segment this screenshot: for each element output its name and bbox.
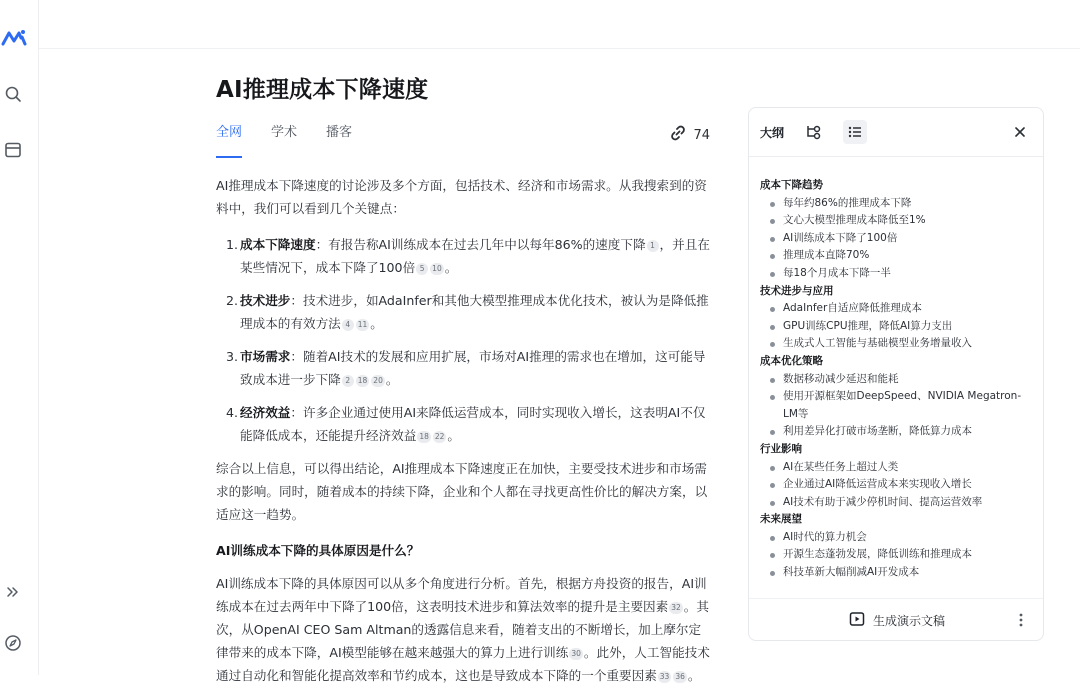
outline-item[interactable]: 推理成本直降70% — [760, 247, 1031, 265]
search-icon[interactable] — [3, 84, 23, 104]
intro-paragraph: AI推理成本下降速度的讨论涉及多个方面，包括技术、经济和市场需求。从我搜索到的资料中，我们可以看到几个关键点： — [216, 178, 707, 216]
key-points — [216, 233, 710, 447]
sources-button[interactable] — [669, 124, 710, 146]
outline-item[interactable]: 企业通过AI降低运营成本来实现收入增长 — [760, 476, 1031, 494]
outline-item[interactable]: AI时代的算力机会 — [760, 529, 1031, 547]
outline-header — [749, 108, 1043, 157]
top-divider — [39, 48, 1080, 49]
outline-item[interactable]: 利用差异化打破市场垄断，降低算力成本 — [760, 423, 1031, 441]
main-content — [216, 70, 710, 700]
outline-section[interactable]: 未来展望 — [760, 513, 802, 526]
outline-item[interactable]: 文心大模型推理成本降低至1% — [760, 212, 1031, 230]
expand-icon[interactable] — [3, 582, 23, 602]
citation-badge[interactable]: 18 — [357, 376, 368, 385]
outline-item[interactable]: 开源生态蓬勃发展，降低训练和推理成本 — [760, 546, 1031, 564]
close-icon[interactable] — [1011, 123, 1029, 141]
followup-question: AI训练成本下降的具体原因是什么？ — [216, 543, 420, 558]
presentation-icon — [849, 611, 865, 630]
page-title: AI推理成本下降速度 — [216, 77, 429, 103]
citation-badge[interactable]: 20 — [373, 376, 383, 385]
generate-slides-button[interactable] — [849, 611, 945, 630]
citation-badge[interactable]: 36 — [675, 672, 685, 681]
summary-paragraph: 综合以上信息，可以得出结论，AI推理成本下降速度正在加快，主要受技术进步和市场需求的影响。同时，随着成本的持续下降，企业和个人都在寻找更高性价比的解决方案，以适应这一趋势。 — [216, 461, 708, 522]
outline-item[interactable]: 数据移动减少延迟和能耗 — [760, 371, 1031, 389]
outline-item[interactable]: 每年约86%的推理成本下降 — [760, 195, 1031, 213]
citation-badge[interactable]: 4 — [342, 319, 354, 331]
citation-badge[interactable]: 5 — [416, 263, 428, 275]
outline-list — [749, 157, 1043, 582]
outline-section[interactable]: 技术进步与应用 — [760, 284, 834, 297]
tab-web[interactable]: 全网 — [216, 124, 242, 158]
outline-item[interactable]: 科技革新大幅削减AI开发成本 — [760, 564, 1031, 582]
citation-badge[interactable]: 1 — [647, 240, 659, 252]
citation-badge[interactable]: 32 — [671, 603, 681, 612]
citation-badge[interactable]: 11 — [357, 320, 368, 329]
answer-body — [216, 174, 710, 687]
outline-label: 大纲 — [760, 126, 785, 140]
citation-badge[interactable]: 2 — [342, 375, 354, 387]
list-item: 3. 市场需求：随着AI技术的发展和应用扩展，市场对AI推理的需求也在增加，这可能导致成本进一步下降 2 18 20 。 — [226, 349, 706, 387]
outline-item[interactable]: GPU训练CPU推理，降低AI算力支出 — [760, 318, 1031, 336]
outline-item[interactable]: 生成式人工智能与基础模型业务增量收入 — [760, 335, 1031, 353]
list-item: 1. 成本下降速度：有报告称AI训练成本在过去几年中以每年86%的速度下降 1 ，并且在某些情况下，成本下降了100倍 5 10 。 — [226, 237, 710, 275]
citation-badge[interactable]: 33 — [659, 672, 670, 681]
citation-badge[interactable]: 30 — [571, 649, 581, 658]
outline-item[interactable]: AI技术有助于减少停机时间、提高运营效率 — [760, 494, 1031, 512]
citation-badge[interactable]: 22 — [434, 432, 445, 441]
compass-icon[interactable] — [3, 633, 23, 653]
outline-footer — [749, 598, 1043, 640]
citation-badge[interactable]: 10 — [432, 264, 442, 273]
list-view-icon[interactable] — [843, 120, 867, 144]
source-count: 74 — [693, 127, 710, 143]
outline-panel — [748, 107, 1044, 641]
logo-icon[interactable] — [3, 28, 25, 48]
outline-item[interactable]: AI训练成本下降了100倍 — [760, 230, 1031, 248]
outline-item[interactable]: AdaInfer自适应降低推理成本 — [760, 300, 1031, 318]
followup-answer: AI训练成本下降的具体原因可以从多个角度进行分析。首先，根据方舟投资的报告，AI训练成本在过去两年中下降了100倍，这表明技术进步和算法效率的提升是主要因素 32 。其次，从OpenAI CEO Sam Altman的透露信息来看，随着支出的不断增长，加上摩尔定律带来的成本下降，AI模型能够在越来越强大的算力上进行训练 30 。此外，人工智能技术通过自动化和智能化提高效率和节约成本，这也是导致成本下降的一个重要因素 33 36 。 — [216, 576, 710, 683]
outline-section[interactable]: 行业影响 — [760, 442, 802, 455]
citation-badge[interactable]: 18 — [419, 432, 429, 441]
more-options-icon[interactable] — [1013, 611, 1029, 629]
left-rail — [0, 0, 39, 675]
outline-section[interactable]: 成本下降趋势 — [760, 179, 823, 191]
library-icon[interactable] — [3, 140, 23, 160]
generate-slides-label: 生成演示文稿 — [873, 614, 946, 628]
outline-item[interactable]: 每18个月成本下降一半 — [760, 265, 1031, 283]
mindmap-icon[interactable] — [804, 122, 824, 142]
link-icon — [669, 124, 687, 146]
outline-item[interactable]: AI在某些任务上超过人类 — [760, 459, 1031, 477]
tab-podcast[interactable]: 播客 — [326, 125, 353, 140]
outline-section[interactable]: 成本优化策略 — [760, 354, 823, 367]
outline-item[interactable]: 使用开源框架如DeepSpeed、NVIDIA Megatron-LM等 — [760, 388, 1031, 423]
list-item: 2. 技术进步：技术进步，如AdaInfer和其他大模型推理成本优化技术，被认为是降低推理成本的有效方法 4 11 。 — [226, 293, 709, 331]
tab-academic[interactable]: 学术 — [271, 125, 298, 140]
list-item: 4. 经济效益：许多企业通过使用AI来降低运营成本，同时实现收入增长，这表明AI不仅能降低成本，还能提升经济效益 18 22 。 — [226, 405, 706, 443]
source-tabs — [216, 124, 710, 158]
